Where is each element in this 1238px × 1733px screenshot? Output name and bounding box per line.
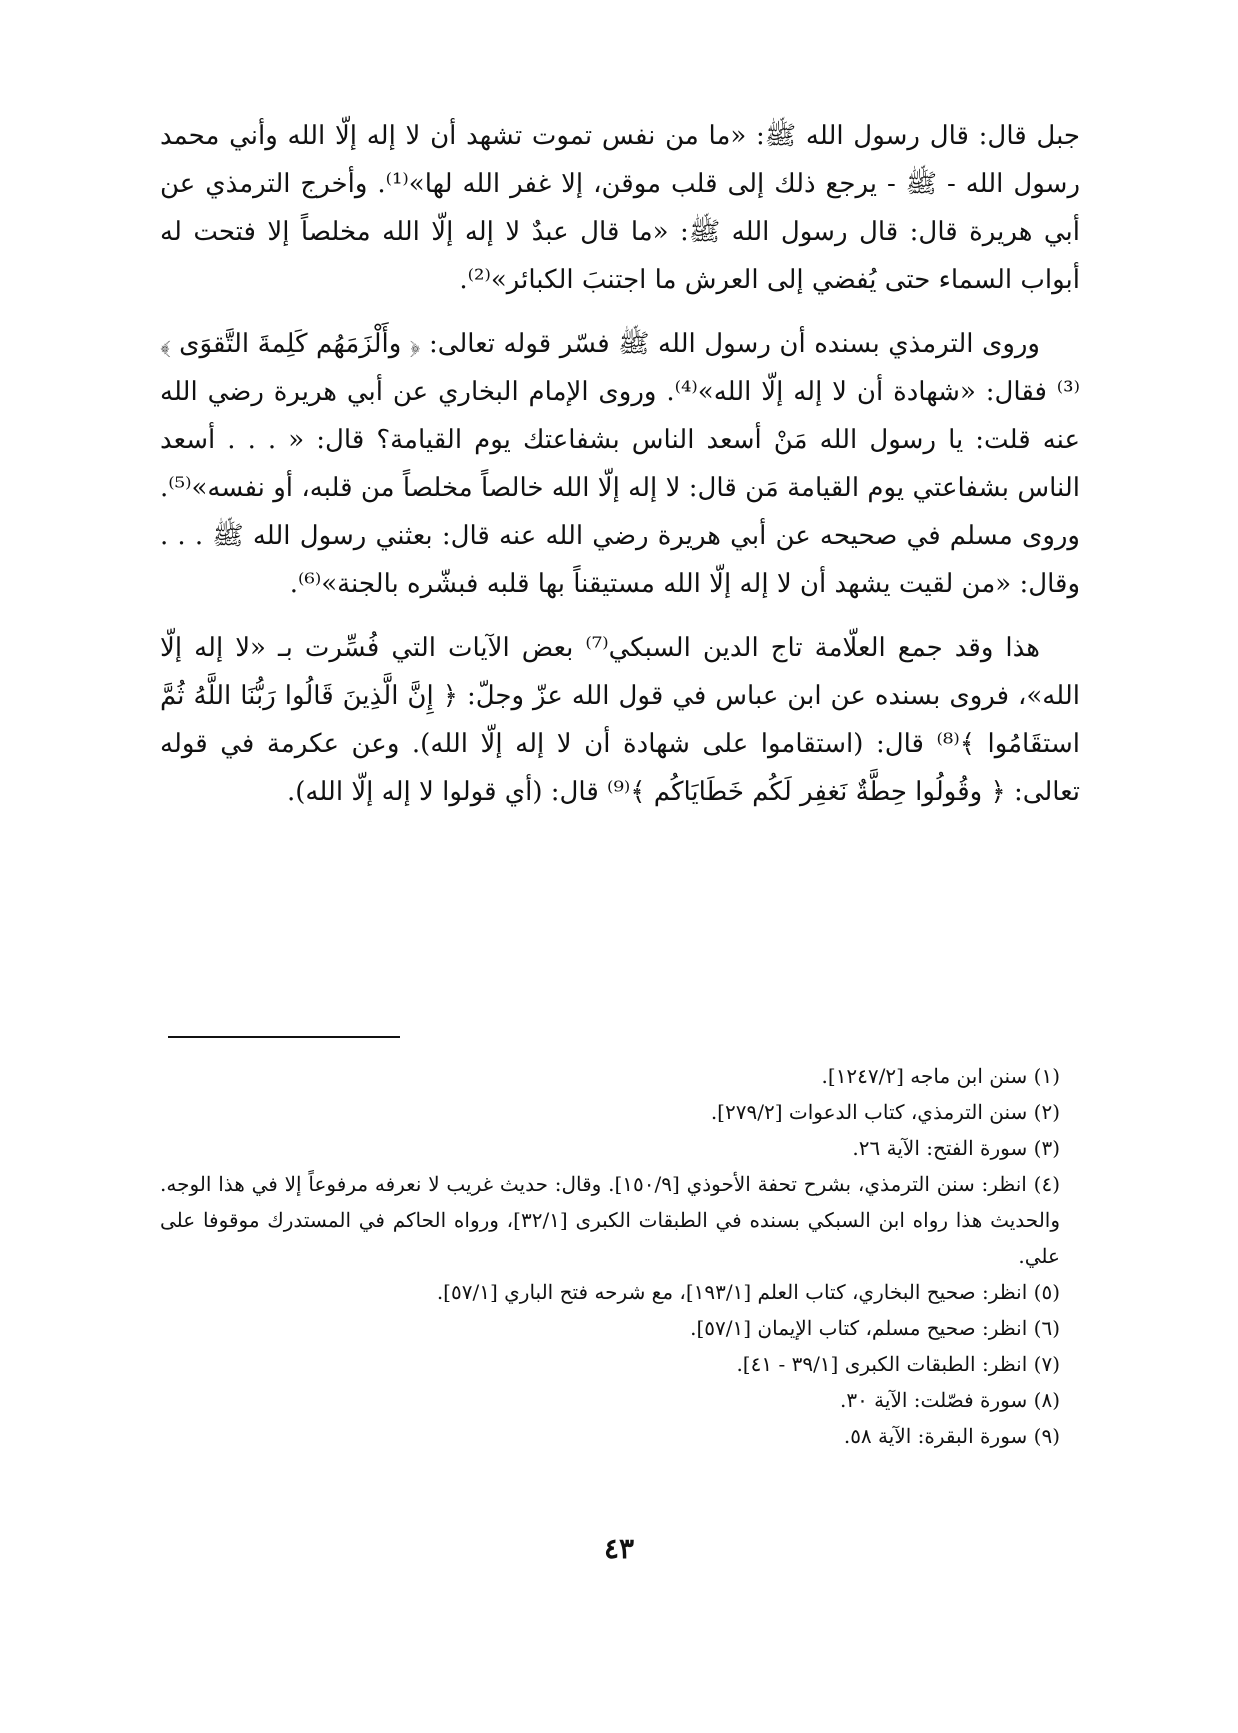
page-number: ٤٣ [603,1532,635,1565]
footnote-3: (٣) سورة الفتح: الآية ٢٦. [852,1136,1060,1160]
footnote-7: (٧) انظر: الطبقات الكبرى [٣٩/١ - ٤١]. [736,1352,1060,1376]
footnote-2: (٢) سنن الترمذي، كتاب الدعوات [٢٧٩/٢]. [710,1100,1060,1124]
footnote-9: (٩) سورة البقرة: الآية ٥٨. [843,1424,1060,1448]
footnote-6: (٦) انظر: صحيح مسلم، كتاب الإيمان [٥٧/١]. [690,1316,1060,1340]
main-text [160,112,1080,832]
footnote-5: (٥) انظر: صحيح البخاري، كتاب العلم [١٩٣/١]، مع شرحه فتح الباري [٥٧/١]. [436,1280,1060,1304]
footnotes [160,1058,1060,1454]
footnote-8: (٨) سورة فصّلت: الآية ٣٠. [839,1388,1060,1412]
paragraph-3: هذا وقد جمع العلّامة تاج الدين السبكي⁽⁷⁾ بعض الآيات التي فُسِّرت بـ «لا إله إلّا الله»، فروى بسنده عن ابن عباس في قول الله عزّ وجلّ: ﴿ إِنَّ الَّذِينَ قَالُوا رَبُّنَا اللَّهُ ثُمَّ استقَامُوا ﴾⁽⁸⁾ قال: (استقاموا على شهادة أن لا إله إلّا الله). وعن عكرمة في قوله تعالى: ﴿ وقُولُوا حِطَّةٌ نَغفِر لَكُم خَطَايَاكُم ﴾⁽⁹⁾ قال: (أي قولوا لا إله إلّا الله). [160,633,1080,807]
footnote-separator [168,1036,400,1038]
footnote-4: (٤) انظر: سنن الترمذي، بشرح تحفة الأحوذي [١٥٠/٩]. وقال: حديث غريب لا نعرفه مرفوعاً إلا في هذا الوجه. والحديث هذا رواه ابن السبكي بسنده في الطبقات الكبرى [٣٢/١]، ورواه الحاكم في المستدرك موقوفا على علي. [160,1172,1061,1268]
paragraph-2: وروى الترمذي بسنده أن رسول الله ﷺ فسّر قوله تعالى: ﴿ وأَلْزَمَهُم كَلِمةَ التَّقوَى ﴾⁽³⁾ فقال: «شهادة أن لا إله إلّا الله»⁽⁴⁾. وروى الإمام البخاري عن أبي هريرة رضي الله عنه قلت: يا رسول الله مَنْ أسعد الناس بشفاعتك يوم القيامة؟ قال: « . . . أسعد الناس بشفاعتي يوم القيامة مَن قال: لا إله إلّا الله خالصاً مخلصاً من قلبه، أو نفسه»⁽⁵⁾. وروى مسلم في صحيحه عن أبي هريرة رضي الله عنه قال: بعثني رسول الله ﷺ . . . وقال: «من لقيت يشهد أن لا إله إلّا الله مستيقناً بها قلبه فبشّره بالجنة»⁽⁶⁾. [160,329,1080,599]
footnote-1: (١) سنن ابن ماجه [١٢٤٧/٢]. [821,1064,1060,1088]
paragraph-1: جبل قال: قال رسول الله ﷺ: «ما من نفس تموت تشهد أن لا إله إلّا الله وأني محمد رسول الله - ﷺ - يرجع ذلك إلى قلب موقن، إلا غفر الله لها»⁽¹⁾. وأخرج الترمذي عن أبي هريرة قال: قال رسول الله ﷺ: «ما قال عبدٌ لا إله إلّا الله مخلصاً إلا فتحت له أبواب السماء حتى يُفضي إلى العرش ما اجتنبَ الكبائر»⁽²⁾. [160,121,1080,295]
